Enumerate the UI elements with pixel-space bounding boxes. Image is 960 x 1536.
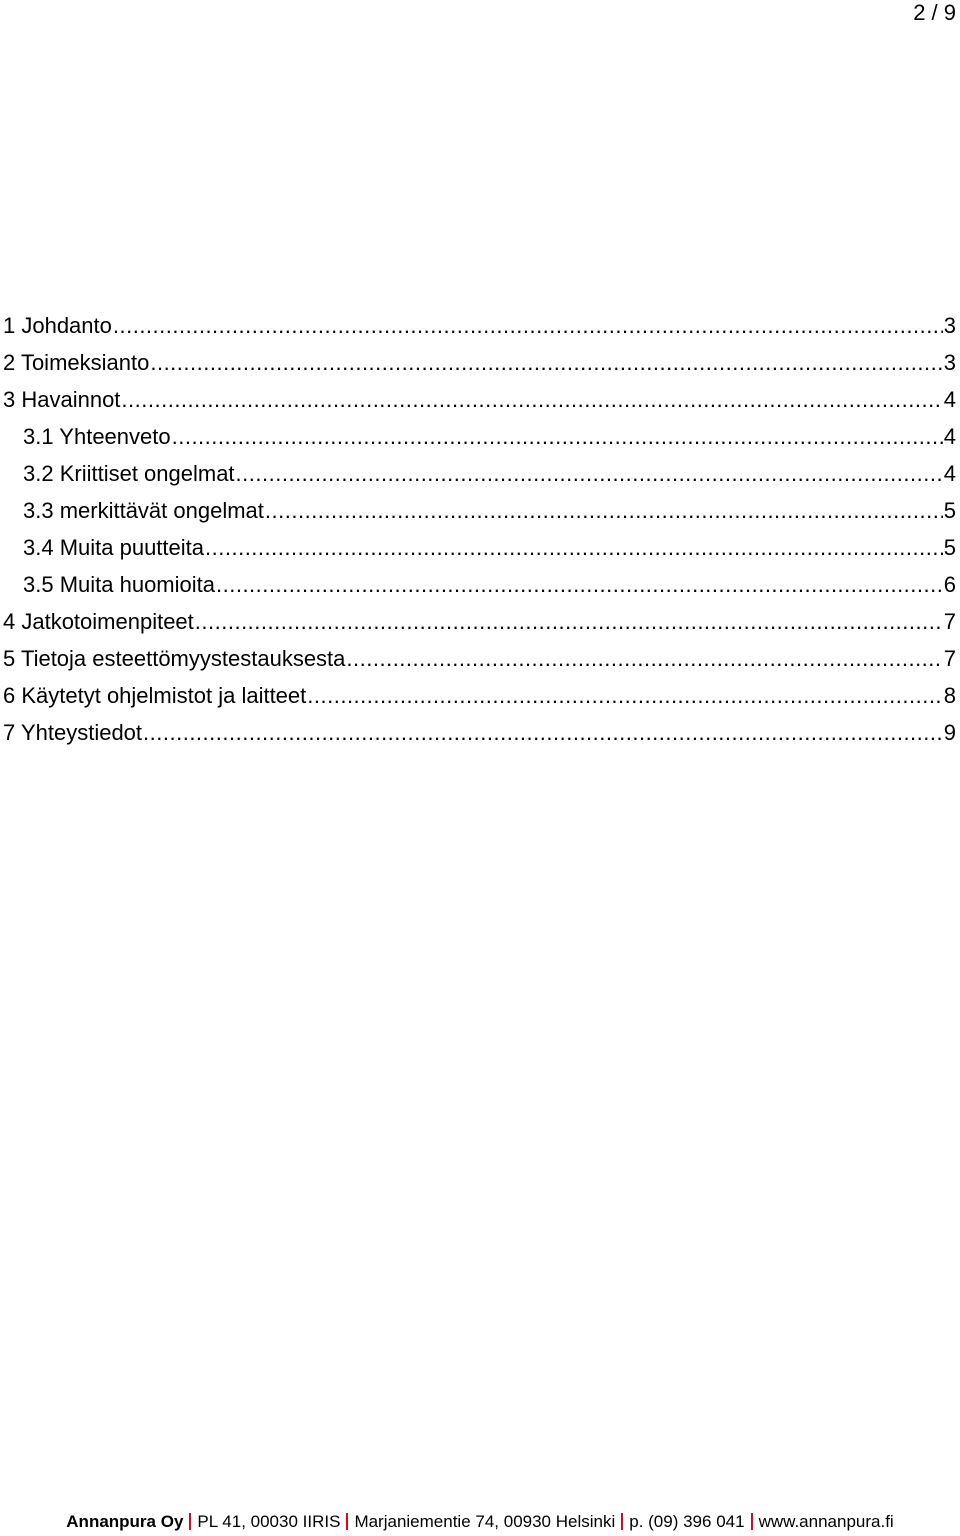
toc-entry-page: 4 [943, 387, 956, 412]
toc-entry[interactable] [0, 535, 960, 572]
toc-dot-leader [143, 720, 943, 746]
toc-entry-label: 3 Havainnot [3, 387, 121, 412]
toc-entry-label: 3.5 Muita huomioita [23, 572, 215, 597]
toc-dot-leader [265, 498, 943, 524]
page-footer [0, 1511, 960, 1533]
toc-dot-leader [150, 350, 942, 376]
toc-dot-leader [236, 461, 943, 487]
toc-entry-page: 6 [943, 572, 956, 597]
toc-entry[interactable] [0, 313, 960, 350]
toc-entry-label: 3.1 Yhteenveto [23, 424, 171, 449]
toc-entry[interactable] [0, 683, 960, 720]
toc-entry[interactable] [0, 720, 960, 757]
toc-entry-label: 4 Jatkotoimenpiteet [3, 609, 194, 634]
toc-dot-leader [113, 313, 943, 339]
toc-entry-label: 3.4 Muita puutteita [23, 535, 205, 560]
toc-dot-leader [216, 572, 943, 598]
footer-website-link[interactable]: www.annanpura.fi [758, 1512, 894, 1531]
table-of-contents [0, 313, 960, 757]
page-number: 2 / 9 [913, 0, 956, 25]
toc-entry-label: 6 Käytetyt ohjelmistot ja laitteet [3, 683, 307, 708]
toc-entry-page: 5 [943, 535, 956, 560]
toc-entry-page: 4 [943, 461, 956, 486]
toc-entry[interactable] [0, 646, 960, 683]
toc-dot-leader [121, 387, 942, 413]
toc-entry-label: 7 Yhteystiedot [3, 720, 143, 745]
toc-entry-label: 3.2 Kriittiset ongelmat [23, 461, 235, 486]
toc-entry-page: 9 [943, 720, 956, 745]
toc-entry-page: 7 [943, 609, 956, 634]
footer-postal-address: PL 41, 00030 IIRIS [197, 1512, 341, 1531]
toc-entry[interactable] [0, 461, 960, 498]
footer-company-name: Annanpura Oy [66, 1512, 184, 1531]
toc-entry-page: 7 [943, 646, 956, 671]
footer-separator [346, 1513, 348, 1530]
toc-entry[interactable] [0, 350, 960, 387]
toc-entry[interactable] [0, 572, 960, 609]
toc-entry-page: 3 [943, 350, 956, 375]
toc-entry-label: 3.3 merkittävät ongelmat [23, 498, 264, 523]
footer-street-address: Marjaniementie 74, 00930 Helsinki [354, 1512, 616, 1531]
toc-dot-leader [307, 683, 942, 709]
toc-dot-leader [172, 424, 943, 450]
footer-separator [751, 1513, 753, 1530]
toc-entry-label: 5 Tietoja esteettömyystestauksesta [3, 646, 346, 671]
toc-entry-label: 1 Johdanto [3, 313, 112, 338]
toc-entry[interactable] [0, 498, 960, 535]
toc-entry-page: 3 [943, 313, 956, 338]
toc-dot-leader [346, 646, 942, 672]
toc-entry-page: 5 [943, 498, 956, 523]
toc-entry-page: 4 [943, 424, 956, 449]
toc-entry[interactable] [0, 609, 960, 646]
toc-entry[interactable] [0, 387, 960, 424]
toc-entry-page: 8 [943, 683, 956, 708]
footer-separator [621, 1513, 623, 1530]
toc-dot-leader [205, 535, 943, 561]
footer-phone: p. (09) 396 041 [629, 1512, 745, 1531]
toc-entry[interactable] [0, 424, 960, 461]
footer-separator [189, 1513, 191, 1530]
toc-entry-label: 2 Toimeksianto [3, 350, 150, 375]
toc-dot-leader [195, 609, 943, 635]
